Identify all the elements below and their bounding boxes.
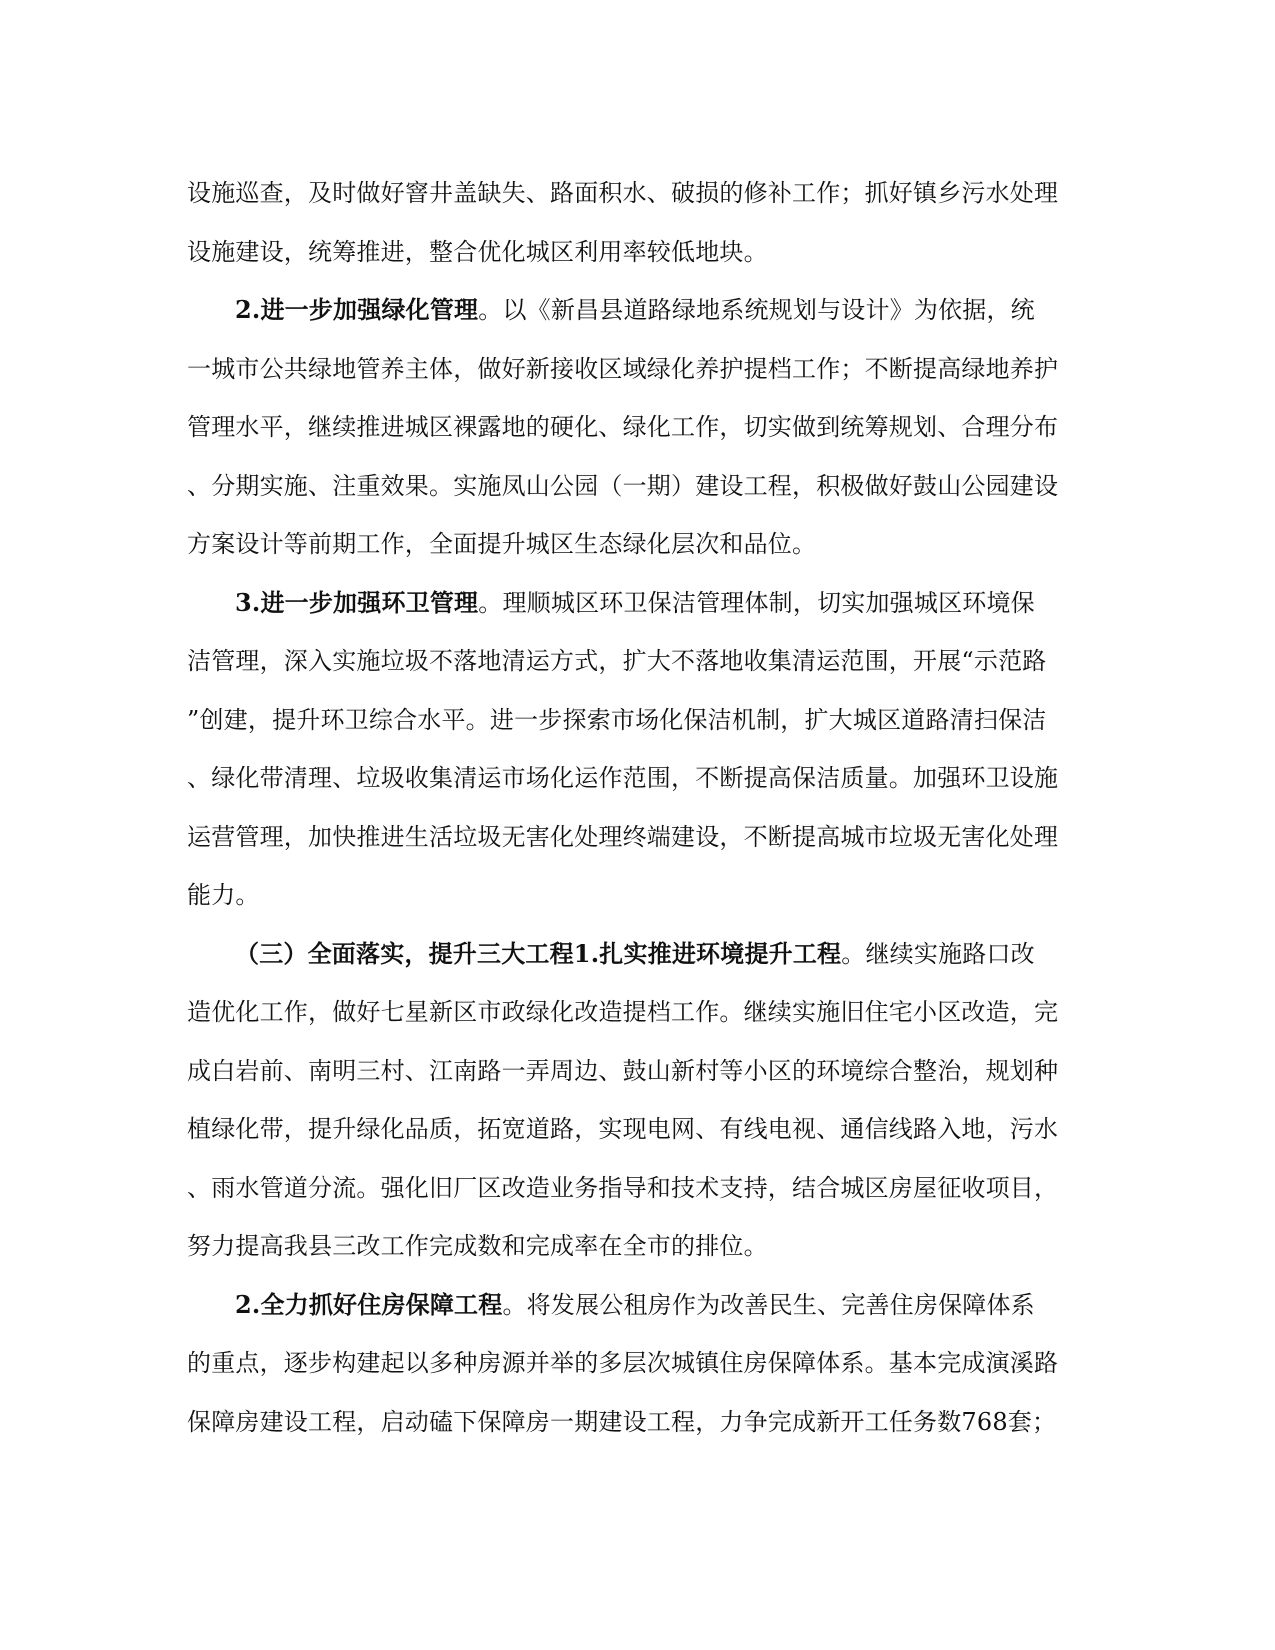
text-run: 保障房建设工程，启动磕下保障房一期建设工程，力争完成新开工任务数768套； [187,1407,1057,1436]
text-line [187,223,1087,282]
paragraph-infrastructure-continuation [187,164,1087,281]
section-heading: 2.进一步加强绿化管理 [235,295,479,324]
text-line [187,983,1087,1042]
text-line [187,1042,1087,1101]
text-run: 造优化工作，做好七星新区市政绿化改造提档工作。继续实施旧住宅小区改造，完 [187,998,1059,1026]
text-run: 、雨水管道分流。强化旧厂区改造业务指导和技术支持，结合城区房屋征收项目， [187,1173,1059,1202]
text-line [187,164,1087,223]
section-heading: 2.全力抓好住房保障工程 [235,1289,503,1319]
text-line [187,925,1087,984]
text-run: 努力提高我县三改工作完成数和完成率在全市的排位。 [187,1232,768,1260]
text-line [187,1159,1087,1218]
text-run: 洁管理，深入实施垃圾不落地清运方式，扩大不落地收集清运范围，开展“示范路 [187,647,1047,675]
text-run: 方案设计等前期工作，全面提升城区生态绿化层次和品位。 [187,530,817,558]
text-line [187,1276,1087,1335]
text-run: 。继续实施路口改 [841,939,1035,968]
text-line [187,1334,1087,1393]
paragraph-housing-security [187,1276,1087,1452]
text-run: 设施建设，统筹推进，整合优化城区利用率较低地块。 [187,237,768,266]
text-run: 一城市公共绿地管养主体，做好新接收区域绿化养护提档工作；不断提高绿地养护 [187,354,1059,383]
text-line [187,398,1087,457]
text-line [187,1100,1087,1159]
text-line [187,866,1087,925]
text-line [187,340,1087,399]
text-run: 植绿化带，提升绿化品质，拓宽道路，实现电网、有线电视、通信线路入地，污水 [187,1115,1059,1143]
text-run: 。理顺城区环卫保洁管理体制，切实加强城区环境保 [478,588,1035,617]
text-line [187,632,1087,691]
text-line [187,574,1087,633]
section-heading: （三）全面落实，提升三大工程1.扎实推进环境提升工程 [235,938,842,968]
text-run: 。将发展公租房作为改善民生、完善住房保障体系 [502,1290,1035,1319]
text-run: 的重点，逐步构建起以多种房源并举的多层次城镇住房保障体系。基本完成演溪路 [187,1349,1059,1377]
paragraph-three-projects [187,925,1087,1276]
text-run: 、分期实施、注重效果。实施凤山公园（一期）建设工程，积极做好鼓山公园建设 [187,471,1059,500]
text-run: 管理水平，继续推进城区裸露地的硬化、绿化工作，切实做到统筹规划、合理分布 [187,413,1059,441]
text-line [187,1393,1087,1452]
paragraph-sanitation-management [187,574,1087,925]
section-heading: 3.进一步加强环卫管理 [235,587,479,617]
text-line [187,281,1087,340]
text-run: 能力。 [187,881,260,909]
text-run: 、绿化带清理、垃圾收集清运市场化运作范围，不断提高保洁质量。加强环卫设施 [187,764,1059,792]
document-body [187,164,1087,1451]
text-run: ”创建，提升环卫综合水平。进一步探索市场化保洁机制，扩大城区道路清扫保洁 [187,705,1047,734]
text-line [187,1217,1087,1276]
text-line [187,749,1087,808]
text-line [187,691,1087,750]
text-run: 设施巡查，及时做好窨井盖缺失、路面积水、破损的修补工作；抓好镇乡污水处理 [187,179,1059,207]
text-run: 成白岩前、南明三村、江南路一弄周边、鼓山新村等小区的环境综合整治，规划种 [187,1056,1059,1085]
text-line [187,457,1087,516]
text-line [187,808,1087,867]
text-run: 运营管理，加快推进生活垃圾无害化处理终端建设，不断提高城市垃圾无害化处理 [187,822,1059,851]
text-run: 。以《新昌县道路绿地系统规划与设计》为依据，统 [478,296,1035,324]
text-line [187,515,1087,574]
paragraph-greening-management [187,281,1087,574]
